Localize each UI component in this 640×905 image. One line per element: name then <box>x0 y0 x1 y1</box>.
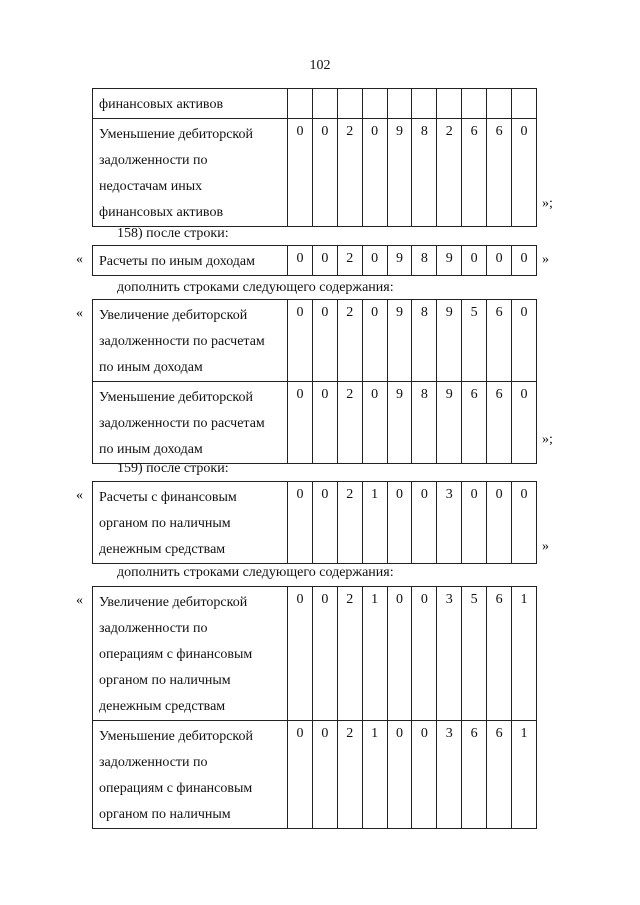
paragraph-158: 158) после строки: <box>117 226 229 241</box>
code-digit: 0 <box>512 119 537 227</box>
code-digit: 6 <box>487 587 512 721</box>
row-label-line: Уменьшение дебиторской <box>99 729 254 744</box>
row-label <box>93 119 288 227</box>
row-label <box>93 300 288 382</box>
code-digit: 5 <box>462 587 487 721</box>
row-label-line: Увеличение дебиторской <box>99 308 248 323</box>
code-digit: 9 <box>437 300 462 382</box>
table-row <box>93 721 537 829</box>
code-digit: 0 <box>362 382 387 464</box>
code-digit: 5 <box>462 300 487 382</box>
code-digit: 0 <box>487 482 512 564</box>
code-digit: 1 <box>512 587 537 721</box>
code-digit: 0 <box>312 246 337 276</box>
row-label <box>93 246 288 276</box>
code-digit: 2 <box>337 587 362 721</box>
opening-quote-mark: « <box>76 593 83 608</box>
code-digit: 1 <box>362 587 387 721</box>
code-table <box>92 586 537 829</box>
table-row <box>93 246 537 276</box>
code-digit: 9 <box>387 246 412 276</box>
code-digit: 0 <box>387 721 412 829</box>
code-digit: 6 <box>462 119 487 227</box>
code-digit: 0 <box>462 482 487 564</box>
table-row <box>93 89 537 119</box>
row-label-line: Расчеты по иным доходам <box>99 254 255 269</box>
code-digit: 8 <box>412 119 437 227</box>
code-digit: 0 <box>312 587 337 721</box>
closing-quote-mark: » <box>542 252 549 267</box>
code-digit: 1 <box>362 482 387 564</box>
row-label-line: денежным средствам <box>99 699 226 714</box>
code-digit: 9 <box>437 246 462 276</box>
code-digit: 0 <box>288 246 313 276</box>
row-label-line: финансовых активов <box>99 97 224 112</box>
code-digit: 0 <box>412 482 437 564</box>
code-table <box>92 481 537 564</box>
row-label <box>93 721 288 829</box>
row-label-line: Уменьшение дебиторской <box>99 127 254 142</box>
code-digit: 0 <box>487 246 512 276</box>
code-digit <box>288 89 313 119</box>
row-label-line: органом по наличным <box>99 516 231 531</box>
code-digit: 9 <box>387 119 412 227</box>
code-digit: 0 <box>512 300 537 382</box>
code-digit: 3 <box>437 482 462 564</box>
table-row <box>93 482 537 564</box>
code-digit: 6 <box>487 300 512 382</box>
code-digit: 8 <box>412 300 437 382</box>
code-digit: 2 <box>337 482 362 564</box>
opening-quote-mark: « <box>76 306 83 321</box>
code-digit: 0 <box>362 300 387 382</box>
closing-quote-mark: »; <box>542 432 553 447</box>
paragraph-add-lines: дополнить строками следующего содержания: <box>117 565 394 580</box>
row-label-line: органом по наличным <box>99 807 231 822</box>
code-digit: 0 <box>412 587 437 721</box>
code-digit: 0 <box>312 300 337 382</box>
code-digit: 0 <box>288 721 313 829</box>
code-digit: 0 <box>288 119 313 227</box>
code-digit: 0 <box>288 482 313 564</box>
code-digit: 6 <box>462 382 487 464</box>
code-digit: 0 <box>362 119 387 227</box>
code-digit: 0 <box>462 246 487 276</box>
code-digit: 0 <box>387 587 412 721</box>
code-digit: 6 <box>487 721 512 829</box>
closing-quote-mark: » <box>542 539 549 554</box>
code-digit: 0 <box>362 246 387 276</box>
paragraph-159: 159) после строки: <box>117 461 229 476</box>
code-digit: 0 <box>412 721 437 829</box>
closing-quote-mark: »; <box>542 196 553 211</box>
code-digit <box>512 89 537 119</box>
code-digit: 3 <box>437 587 462 721</box>
row-label-line: по иным доходам <box>99 360 203 375</box>
row-label-line: задолженности по <box>99 153 208 168</box>
row-label-line: задолженности по <box>99 755 208 770</box>
code-digit: 6 <box>462 721 487 829</box>
code-digit: 8 <box>412 382 437 464</box>
code-digit <box>437 89 462 119</box>
code-digit <box>387 89 412 119</box>
page-number: 102 <box>309 58 331 73</box>
code-digit: 9 <box>387 300 412 382</box>
code-digit <box>337 89 362 119</box>
code-digit: 0 <box>312 382 337 464</box>
code-digit: 2 <box>337 382 362 464</box>
row-label-line: Уменьшение дебиторской <box>99 390 254 405</box>
code-digit: 1 <box>362 721 387 829</box>
row-label-line: финансовых активов <box>99 205 224 220</box>
code-digit: 6 <box>487 382 512 464</box>
code-table <box>92 299 537 464</box>
code-table <box>92 88 537 227</box>
code-digit: 0 <box>512 246 537 276</box>
row-label-line: по иным доходам <box>99 442 203 457</box>
code-digit: 2 <box>337 119 362 227</box>
code-digit: 2 <box>337 300 362 382</box>
code-table <box>92 245 537 276</box>
code-digit: 0 <box>312 119 337 227</box>
row-label-line: органом по наличным <box>99 673 231 688</box>
row-label <box>93 382 288 464</box>
code-digit: 2 <box>337 721 362 829</box>
row-label-line: денежным средствам <box>99 542 226 557</box>
code-digit: 0 <box>288 300 313 382</box>
code-digit: 2 <box>337 246 362 276</box>
row-label-line: задолженности по расчетам <box>99 334 265 349</box>
code-digit <box>462 89 487 119</box>
row-label <box>93 482 288 564</box>
row-label-line: недостачам иных <box>99 179 203 194</box>
table-row <box>93 300 537 382</box>
code-digit: 0 <box>312 482 337 564</box>
row-label-line: операциям с финансовым <box>99 781 253 796</box>
code-digit: 1 <box>512 721 537 829</box>
row-label-line: операциям с финансовым <box>99 647 253 662</box>
code-digit <box>487 89 512 119</box>
row-label <box>93 587 288 721</box>
code-digit: 2 <box>437 119 462 227</box>
code-digit: 9 <box>387 382 412 464</box>
code-digit <box>312 89 337 119</box>
code-digit: 3 <box>437 721 462 829</box>
code-digit: 0 <box>512 382 537 464</box>
row-label <box>93 89 288 119</box>
code-digit: 0 <box>512 482 537 564</box>
opening-quote-mark: « <box>76 488 83 503</box>
code-digit: 0 <box>312 721 337 829</box>
code-digit: 0 <box>387 482 412 564</box>
row-label-line: задолженности по <box>99 621 208 636</box>
code-digit: 0 <box>288 382 313 464</box>
code-digit: 8 <box>412 246 437 276</box>
code-digit: 0 <box>288 587 313 721</box>
paragraph-add-lines: дополнить строками следующего содержания: <box>117 280 394 295</box>
table-row <box>93 382 537 464</box>
code-digit <box>362 89 387 119</box>
row-label-line: Увеличение дебиторской <box>99 595 248 610</box>
code-digit <box>412 89 437 119</box>
table-row <box>93 587 537 721</box>
table-row <box>93 119 537 227</box>
code-digit: 6 <box>487 119 512 227</box>
opening-quote-mark: « <box>76 252 83 267</box>
code-digit: 9 <box>437 382 462 464</box>
row-label-line: Расчеты с финансовым <box>99 490 237 505</box>
row-label-line: задолженности по расчетам <box>99 416 265 431</box>
